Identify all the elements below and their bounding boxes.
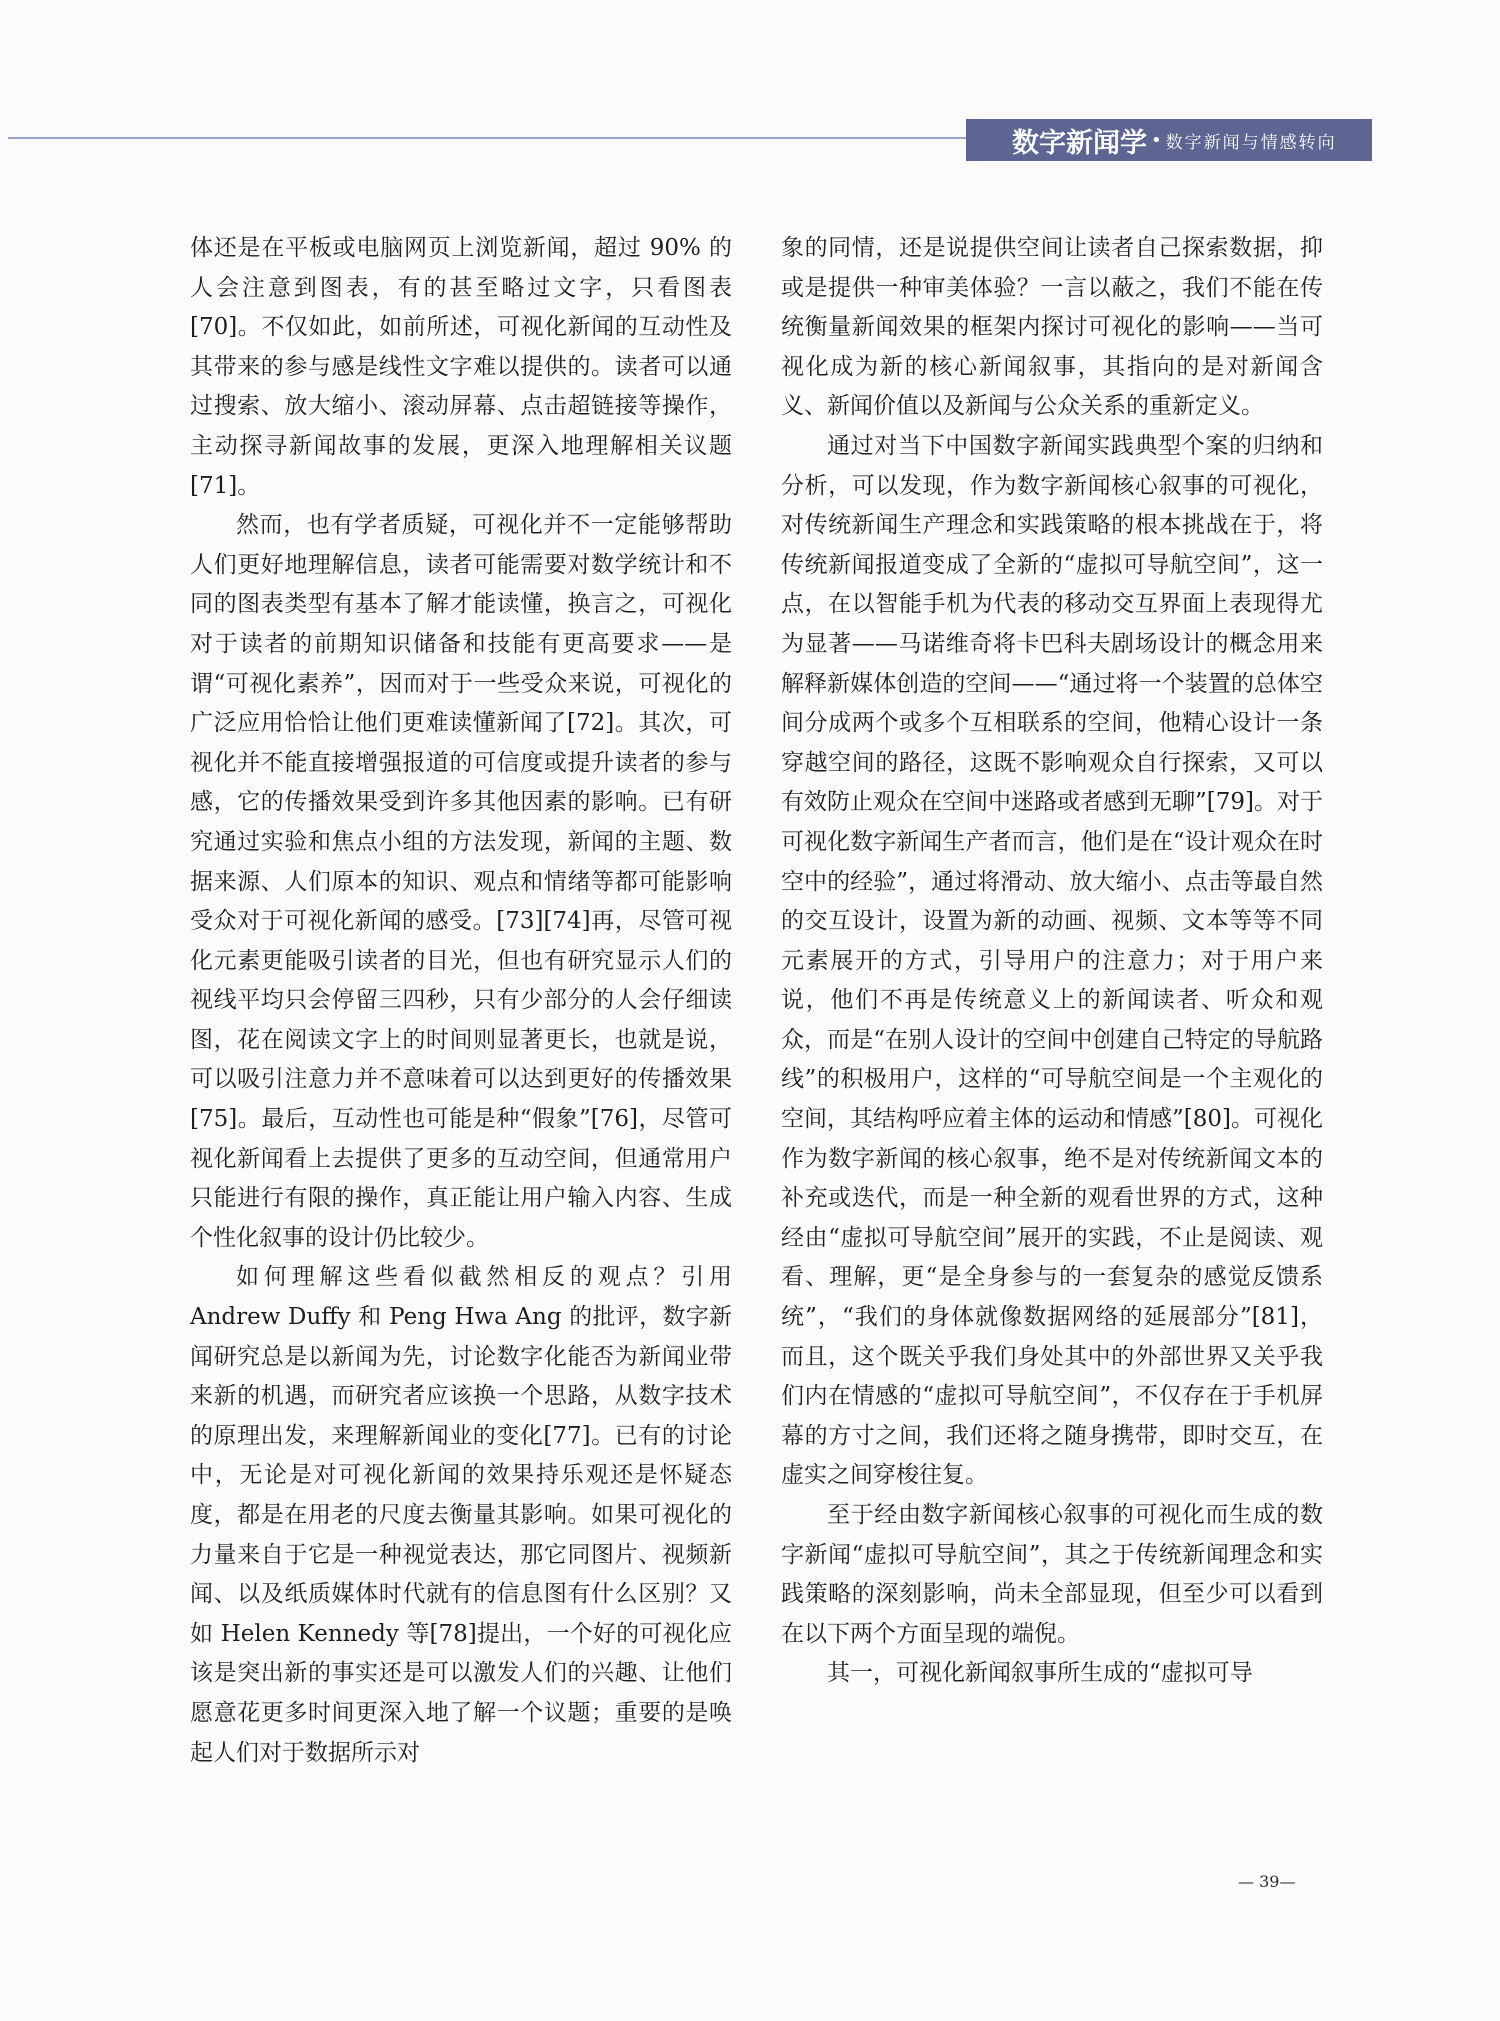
paragraph: 至于经由数字新闻核心叙事的可视化而生成的数字新闻“虚拟可导航空间”，其之于传统新闻理念和实践策略的深刻影响，尚未全部显现，但至少可以看到在以下两个方面呈现的端倪。 — [781, 1502, 1323, 1647]
paragraph: 体还是在平板或电脑网页上浏览新闻，超过 90% 的人会注意到图表，有的甚至略过文字，只看图表[70]。不仅如此，如前所述，可视化新闻的互动性及其带来的参与感是线性文字难以提供的。读者可以通过搜索、放大缩小、滚动屏幕、点击超链接等操作，主动探寻新闻故事的发展，更深入地理解相关议题[71]。 — [190, 235, 732, 499]
page-number: — 39— — [1238, 1872, 1296, 1891]
right-column — [781, 229, 1323, 1694]
paragraph: 其一，可视化新闻叙事所生成的“虚拟可导 — [827, 1660, 1253, 1687]
left-column — [190, 229, 732, 1773]
section-title: 数字新闻与情感转向 — [1165, 132, 1337, 153]
header-rule — [8, 137, 976, 139]
paragraph: 如何理解这些看似截然相反的观点？引用 Andrew Duffy 和 Peng Hwa Ang 的批评，数字新闻研究总是以新闻为先，讨论数字化能否为新闻业带来新的机遇，而研究者应该换一个思路，从数字技术的原理出发，来理解新闻业的变化[77]。已有的讨论中，无论是对可视化新闻的效果持乐观还是怀疑态度，都是在用老的尺度去衡量其影响。如果可视化的力量来自于它是一种视觉表达，那它同图片、视频新闻、以及纸质媒体时代就有的信息图有什么区别？又如 Helen Kennedy 等[78]提出，一个好的可视化应该是突出新的事实还是可以激发人们的兴趣、让他们愿意花更多时间更深入地了解一个议题；重要的是唤起人们对于数据所示对 — [190, 1264, 732, 1766]
journal-title: 数字新闻学 — [1012, 127, 1147, 159]
paragraph: 然而，也有学者质疑，可视化并不一定能够帮助人们更好地理解信息，读者可能需要对数学统计和不同的图表类型有基本了解才能读懂，换言之，可视化对于读者的前期知识储备和技能有更高要求——是谓“可视化素养”，因而对于一些受众来说，可视化的广泛应用恰恰让他们更难读懂新闻了[72]。其次，可视化并不能直接增强报道的可信度或提升读者的参与感，它的传播效果受到许多其他因素的影响。已有研究通过实验和焦点小组的方法发现，新闻的主题、数据来源、人们原本的知识、观点和情绪等都可能影响受众对于可视化新闻的感受。[73][74]再，尽管可视化元素更能吸引读者的目光，但也有研究显示人们的视线平均只会停留三四秒，只有少部分的人会仔细读图，花在阅读文字上的时间则显著更长，也就是说，可以吸引注意力并不意味着可以达到更好的传播效果[75]。最后，互动性也可能是种“假象”[76]，尽管可视化新闻看上去提供了更多的互动空间，但通常用户只能进行有限的操作，真正能让用户输入内容、生成个性化叙事的设计仍比较少。 — [190, 512, 732, 1251]
paragraph: 象的同情，还是说提供空间让读者自己探索数据，抑或是提供一种审美体验？一言以蔽之，我们不能在传统衡量新闻效果的框架内探讨可视化的影响——当可视化成为新的核心新闻叙事，其指向的是对新闻含义、新闻价值以及新闻与公众关系的重新定义。 — [781, 235, 1323, 420]
paragraph: 通过对当下中国数字新闻实践典型个案的归纳和分析，可以发现，作为数字新闻核心叙事的可视化，对传统新闻生产理念和实践策略的根本挑战在于，将传统新闻报道变成了全新的“虚拟可导航空间”，这一点，在以智能手机为代表的移动交互界面上表现得尤为显著——马诺维奇将卡巴科夫剧场设计的概念用来解释新媒体创造的空间——“通过将一个装置的总体空间分成两个或多个互相联系的空间，他精心设计一条穿越空间的路径，这既不影响观众自行探索，又可以有效防止观众在空间中迷路或者感到无聊”[79]。对于可视化数字新闻生产者而言，他们是在“设计观众在时空中的经验”，通过将滑动、放大缩小、点击等最自然的交互设计，设置为新的动画、视频、文本等等不同元素展开的方式，引导用户的注意力；对于用户来说，他们不再是传统意义上的新闻读者、听众和观众，而是“在别人设计的空间中创建自己特定的导航路线”的积极用户，这样的“可导航空间是一个主观化的空间，其结构呼应着主体的运动和情感”[80]。可视化作为数字新闻的核心叙事，绝不是对传统新闻文本的补充或迭代，而是一种全新的观看世界的方式，这种经由“虚拟可导航空间”展开的实践，不止是阅读、观看、理解，更“是全身参与的一套复杂的感觉反馈系统”，“我们的身体就像数据网络的延展部分”[81]，而且，这个既关乎我们身处其中的外部世界又关乎我们内在情感的“虚拟可导航空间”，不仅存在于手机屏幕的方寸之间，我们还将之随身携带，即时交互，在虚实之间穿梭往复。 — [781, 432, 1323, 1489]
header-separator: • — [1151, 129, 1162, 151]
running-header — [966, 119, 1372, 161]
